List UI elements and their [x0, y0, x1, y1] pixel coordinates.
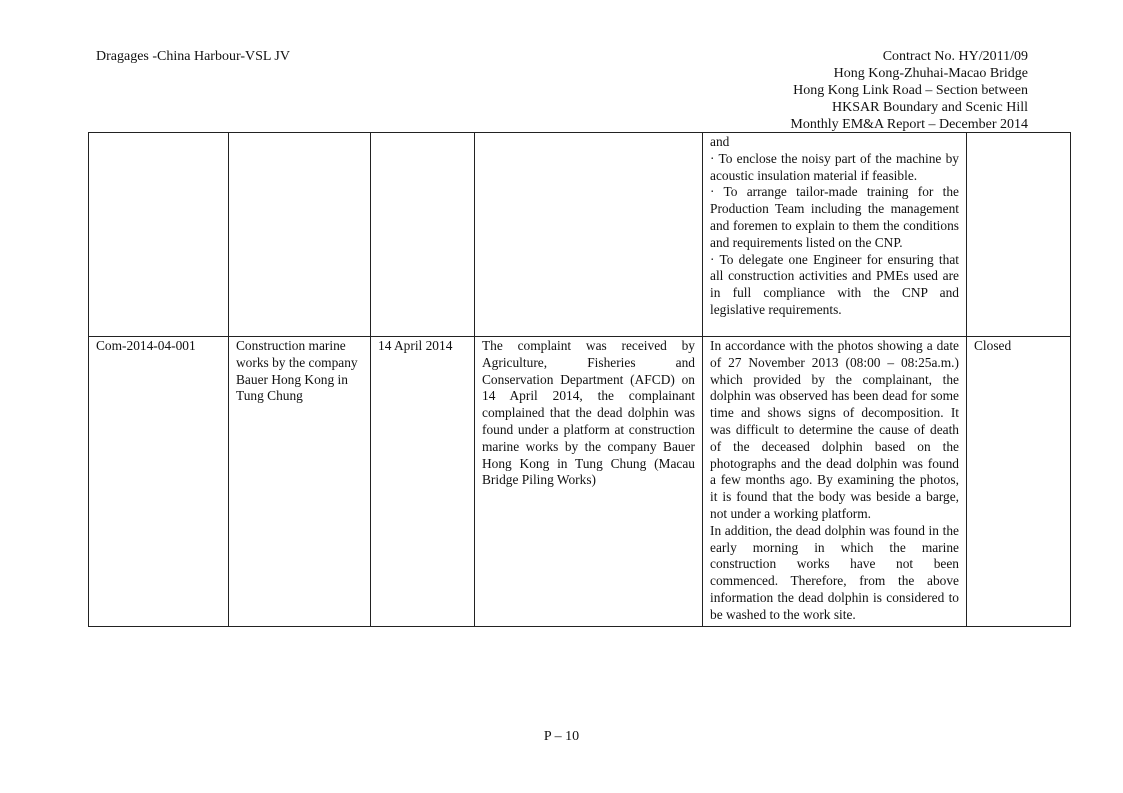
action-paragraph: In accordance with the photos showing a date of 27 November 2013 (08:00 – 08:25a.m.) which provided by the complainant, the dolphin was observed has been dead for some time and shows signs of decomposition. It was difficult to determine the cause of death of the deceased dolphin based on the photographs and the dead dolphin was found a few months ago. By examining the photos, it is found that the body was beside a barge, not under a working platform. — [710, 338, 959, 521]
table-row — [89, 133, 1071, 337]
complaint-date-cell: 14 April 2014 — [371, 337, 475, 627]
complaint-description-cell: Construction marine works by the company Bauer Hong Kong in Tung Chung — [229, 337, 371, 627]
table-row — [89, 337, 1071, 627]
action-paragraph: · To enclose the noisy part of the machine by acoustic insulation material if feasible. — [710, 150, 959, 183]
action-paragraph: In addition, the dead dolphin was found in the early morning in which the marine construction works have not been commenced. Therefore, from the above information the dead dolphin is considered to be washed to the work site. — [710, 522, 959, 622]
complaint-ref-cell: Com-2014-04-001 — [89, 337, 229, 627]
page-number: P – 10 — [543, 729, 580, 744]
company-name: Dragages -China Harbour-VSL JV — [96, 49, 290, 64]
action-paragraph: · To delegate one Engineer for ensuring that all construction activities and PMEs used are in full compliance with the CNP and legislative requirements. — [710, 251, 959, 317]
complaint-log-table — [88, 132, 1071, 627]
complaint-description-cell — [229, 133, 371, 337]
report-header — [790, 48, 1028, 133]
complaint-ref-cell — [89, 133, 229, 337]
status-cell: Closed — [967, 337, 1071, 627]
action-paragraph: and — [710, 134, 730, 149]
report-title: Monthly EM&A Report – December 2014 — [790, 117, 1028, 132]
contract-number: Contract No. HY/2011/09 — [882, 49, 1028, 64]
complaint-details-cell: The complaint was received by Agriculture, Fisheries and Conservation Department (AFCD) on 14 April 2014, the complainant complained that the dead dolphin was found under a platform at construction marine works by the company Bauer Hong Kong in Tung Chung (Macau Bridge Piling Works) — [475, 337, 703, 627]
complaint-date-cell — [371, 133, 475, 337]
action-taken-cell — [703, 337, 967, 627]
action-paragraph: · To arrange tailor-made training for the Production Team including the management and foremen to explain to them the conditions and requirements listed on the CNP. — [710, 184, 959, 250]
complaint-details-cell — [475, 133, 703, 337]
project-name: Hong Kong-Zhuhai-Macao Bridge — [833, 66, 1028, 81]
project-section-cont: HKSAR Boundary and Scenic Hill — [832, 100, 1028, 115]
action-taken-cell — [703, 133, 967, 337]
project-section: Hong Kong Link Road – Section between — [793, 83, 1028, 98]
status-cell — [967, 133, 1071, 337]
